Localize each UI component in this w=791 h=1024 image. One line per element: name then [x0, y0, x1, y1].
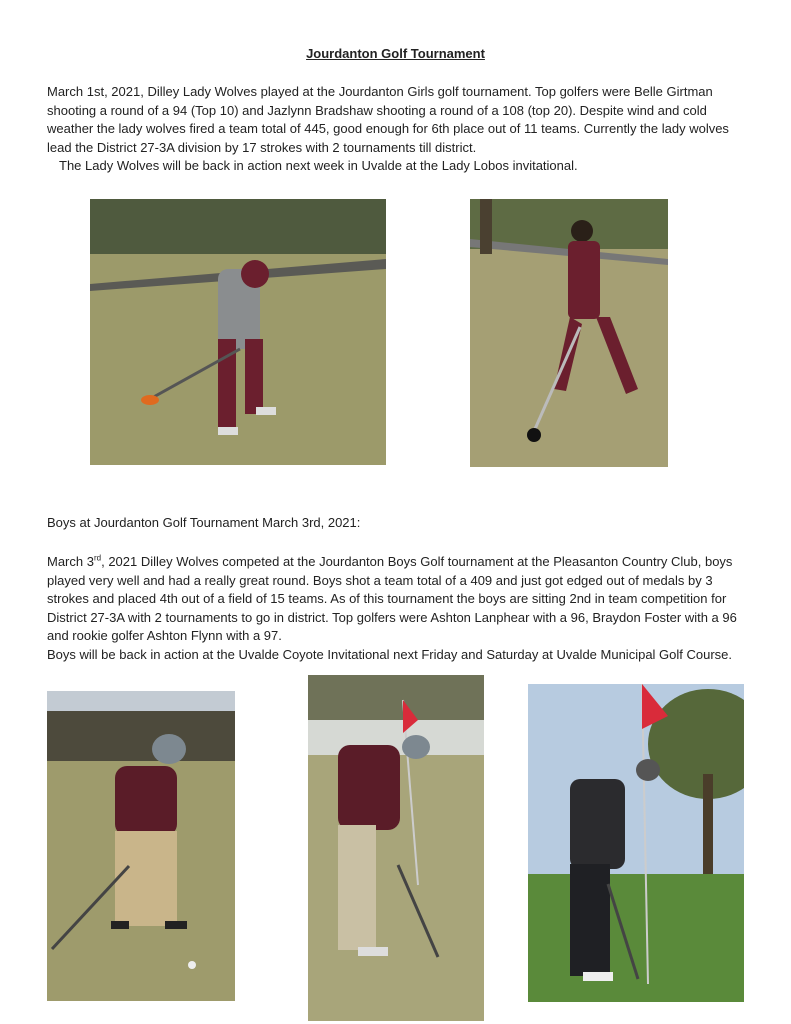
photo-girl-golfer-putt — [470, 199, 668, 467]
photo-boy-golfer-putting-green — [528, 684, 744, 1002]
document-title: Jourdanton Golf Tournament — [306, 46, 485, 61]
boys-date-prefix: March 3 — [47, 554, 94, 569]
photo-boy-golfer-iron — [47, 691, 235, 1001]
girls-paragraph — [47, 83, 747, 176]
photo-boy-golfer-address — [308, 675, 484, 1021]
boys-section-heading: Boys at Jourdanton Golf Tournament March 3rd, 2021: — [47, 515, 361, 530]
boys-date-suffix: rd — [93, 553, 102, 563]
girls-paragraph-text: March 1st, 2021, Dilley Lady Wolves played at the Jourdanton Girls golf tournament. Top golfers were Belle Girtman shooting a round of a 94 (Top 10) and Jazlynn Bradshaw shooting a round of a 108 (top 20). Despite wind and cold weather the lady wolves fired a team total of 445, good enough for 6th place out of 11 teams. Currently the lady wolves lead the District 27-3A division by 17 strokes with 2 tournaments till district. — [47, 84, 729, 155]
girls-followup-text: The Lady Wolves will be back in action next week in Uvalde at the Lady Lobos invitational. — [59, 158, 578, 173]
boys-paragraph — [47, 553, 747, 664]
photo-girl-golfer-driver — [90, 199, 386, 465]
boys-paragraph-text: , 2021 Dilley Wolves competed at the Jourdanton Boys Golf tournament at the Pleasanton Country Club, boys played very well and had a really great round. Boys shot a team total of a 409 and just got edged out of medals by 3 strokes and placed 4th out of a field of 15 teams. As of this tournament the boys are sitting 2nd in team competition for District 27-3A with 2 tournaments to go in district. Top golfers were Ashton Lanphear with a 96, Braydon Foster with a 96 and rookie golfer Ashton Flynn with a 97. — [47, 554, 737, 643]
boys-followup-text: Boys will be back in action at the Uvalde Coyote Invitational next Friday and Saturday at Uvalde Municipal Golf Course. — [47, 646, 733, 662]
